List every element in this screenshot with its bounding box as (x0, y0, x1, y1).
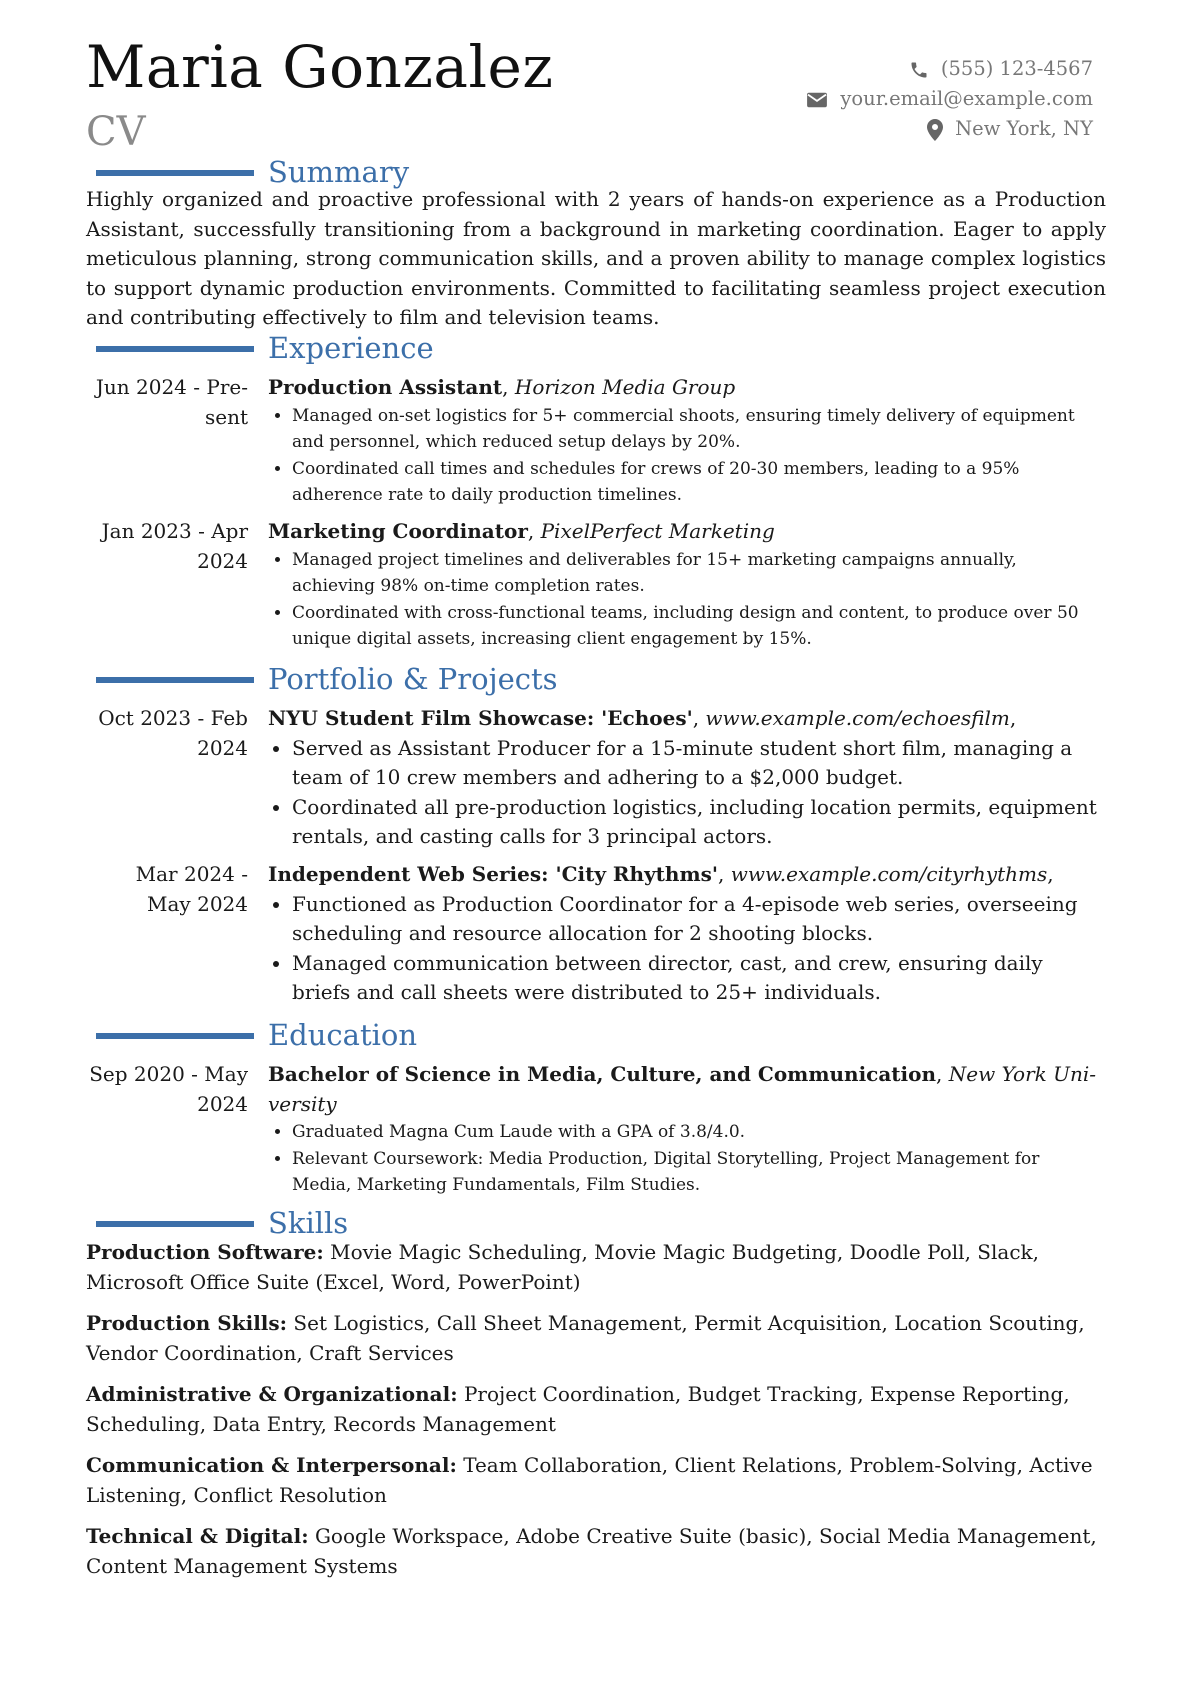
section-title-portfolio: Portfolio & Projects (268, 662, 558, 696)
bullet-list (268, 734, 1104, 852)
date-end: 2024 (197, 735, 248, 760)
bullet-list (268, 547, 1104, 653)
skill-row (86, 1238, 1111, 1297)
skill-category: Administrative & Organizational: (86, 1382, 458, 1406)
bullet-item: • Managed project timelines and deliverables for 15+ marketing campaigns annually, achieving 98% on-time completion rates. (292, 547, 1104, 600)
skill-category: Technical & Digital: (86, 1524, 309, 1548)
entry-date (73, 373, 248, 432)
date-start: Oct 2023 - Feb (98, 706, 248, 730)
entry-heading: Production Assistant, Horizon Media Group (268, 375, 736, 399)
skill-values: Project Coordination, Budget Tracking, Expense Reporting, Scheduling, Data Entry, Records Management (86, 1382, 1070, 1436)
skill-category: Production Software: (86, 1240, 324, 1264)
organization: PixelPerfect Marketing (540, 519, 775, 543)
project-title: Independent Web Series: 'City Rhythms' (268, 862, 719, 886)
date-end: 2024 (197, 548, 248, 573)
document-label: CV (86, 109, 146, 155)
section-title-experience: Experience (268, 331, 434, 365)
section-accent-bar (96, 346, 254, 352)
date-end: 2024 (197, 1091, 248, 1116)
entry-heading-continued (268, 1090, 1104, 1120)
skill-row (86, 1522, 1111, 1581)
project-title: NYU Student Film Showcase: 'Echoes' (268, 706, 693, 730)
contact-phone (806, 54, 1093, 84)
bullet-item: • Relevant Coursework: Media Production, Digital Storytelling, Project Management for Media, Marketing Fundamentals, Film Studies. (292, 1146, 1104, 1199)
section-title-skills: Skills (268, 1206, 349, 1240)
contact-location (806, 114, 1093, 144)
date-end: sent (204, 404, 248, 429)
entry-date (73, 1060, 248, 1119)
section-education (0, 1018, 1190, 1054)
location-text: New York, NY (955, 117, 1093, 140)
skill-values: Team Collaboration, Client Relations, Problem-Solving, Active Listening, Conflict Resolution (86, 1453, 1093, 1507)
skill-row (86, 1309, 1111, 1368)
bullet-item: • Served as Assistant Producer for a 15-minute student short film, managing a team of 10 crew members and adhering to a $2,000 budget. (292, 734, 1104, 793)
degree-title: Bachelor of Science in Media, Culture, and Communication (268, 1062, 937, 1086)
organization: Horizon Media Group (514, 375, 736, 399)
phone-icon (909, 60, 929, 80)
skill-category: Production Skills: (86, 1311, 288, 1335)
entry-body (268, 704, 1104, 852)
section-portfolio (0, 662, 1190, 698)
entry-heading: Bachelor of Science in Media, Culture, and Communication, New York Uni- (268, 1062, 1096, 1086)
contact-block (806, 54, 1093, 144)
bullet-list (268, 890, 1104, 1008)
job-title: Marketing Coordinator (268, 519, 528, 543)
date-start: Mar 2024 - (135, 862, 248, 886)
school-name: New York Uni- (948, 1062, 1096, 1086)
skill-category: Communication & Interpersonal: (86, 1453, 457, 1477)
job-title: Production Assistant (268, 375, 503, 399)
entry-heading: Marketing Coordinator, PixelPerfect Marketing (268, 519, 775, 543)
candidate-name: Maria Gonzalez (86, 33, 554, 101)
section-accent-bar (96, 1221, 254, 1227)
entry-date (73, 704, 248, 763)
envelope-icon (806, 91, 828, 109)
skill-row (86, 1451, 1111, 1510)
entry-body (268, 517, 1104, 653)
date-end: May 2024 (147, 891, 248, 916)
entry-date (73, 517, 248, 576)
entry-body (268, 373, 1104, 509)
project-link[interactable]: www.example.com/echoesfilm (705, 706, 1010, 730)
bullet-item: • Managed on-set logistics for 5+ commercial shoots, ensuring timely delivery of equipment and personnel, which reduced setup delays by 20%. (292, 403, 1104, 456)
date-start: Sep 2020 - May (89, 1062, 248, 1086)
school-name-continued: versity (268, 1091, 337, 1116)
section-accent-bar (96, 1033, 254, 1039)
section-experience (0, 331, 1190, 367)
skill-row (86, 1380, 1111, 1439)
phone-text: (555) 123-4567 (940, 57, 1093, 80)
section-title-education: Education (268, 1018, 418, 1052)
entry-heading: NYU Student Film Showcase: 'Echoes', www.example.com/echoesfilm, (268, 706, 1017, 730)
entry-body (268, 1060, 1104, 1199)
skill-values: Movie Magic Scheduling, Movie Magic Budgeting, Doodle Poll, Slack, Microsoft Office Suite (Excel, Word, PowerPoint) (86, 1240, 1039, 1294)
bullet-item: • Managed communication between director, cast, and crew, ensuring daily briefs and call sheets were distributed to 25+ individuals. (292, 949, 1104, 1008)
email-text: your.email@example.com (840, 87, 1093, 110)
skill-values: Google Workspace, Adobe Creative Suite (basic), Social Media Management, Content Management Systems (86, 1524, 1097, 1578)
date-start: Jan 2023 - Apr (101, 519, 248, 543)
skill-values: Set Logistics, Call Sheet Management, Permit Acquisition, Location Scouting, Vendor Coordination, Craft Services (86, 1311, 1085, 1365)
entry-date (73, 860, 248, 919)
skills-list (86, 1238, 1111, 1593)
section-accent-bar (96, 677, 254, 683)
bullet-item: • Graduated Magna Cum Laude with a GPA of 3.8/4.0. (292, 1119, 1104, 1146)
bullet-item: • Coordinated call times and schedules for crews of 20-30 members, leading to a 95% adherence rate to daily production timelines. (292, 456, 1104, 509)
section-accent-bar (96, 170, 254, 176)
bullet-list (268, 403, 1104, 509)
map-pin-icon (927, 119, 943, 141)
summary-text: Highly organized and proactive professional with 2 years of hands-on experience as a Production Assistant, successfully transitioning from a background in marketing coordination. Eager to apply meticulous planning, strong communication skills, and a proven ability to manage complex logistics to support dynamic production environments. Committed to facilitating seamless project execution and contributing effectively to film and television teams. (86, 187, 1106, 329)
project-link[interactable]: www.example.com/cityrhythms (730, 862, 1048, 886)
contact-email (806, 84, 1093, 114)
bullet-item: • Coordinated all pre-production logistics, including location permits, equipment rentals, and casting calls for 3 principal actors. (292, 793, 1104, 852)
date-start: Jun 2024 - Pre- (95, 375, 248, 399)
bullet-list (268, 1119, 1104, 1199)
section-skills (0, 1206, 1190, 1242)
entry-body (268, 860, 1104, 1008)
bullet-item: • Coordinated with cross-functional teams, including design and content, to produce over 50 unique digital assets, increasing client engagement by 15%. (292, 600, 1104, 653)
bullet-item: • Functioned as Production Coordinator for a 4-episode web series, overseeing scheduling and resource allocation for 2 shooting blocks. (292, 890, 1104, 949)
entry-heading: Independent Web Series: 'City Rhythms', www.example.com/cityrhythms, (268, 862, 1054, 886)
section-title-summary: Summary (268, 155, 410, 189)
